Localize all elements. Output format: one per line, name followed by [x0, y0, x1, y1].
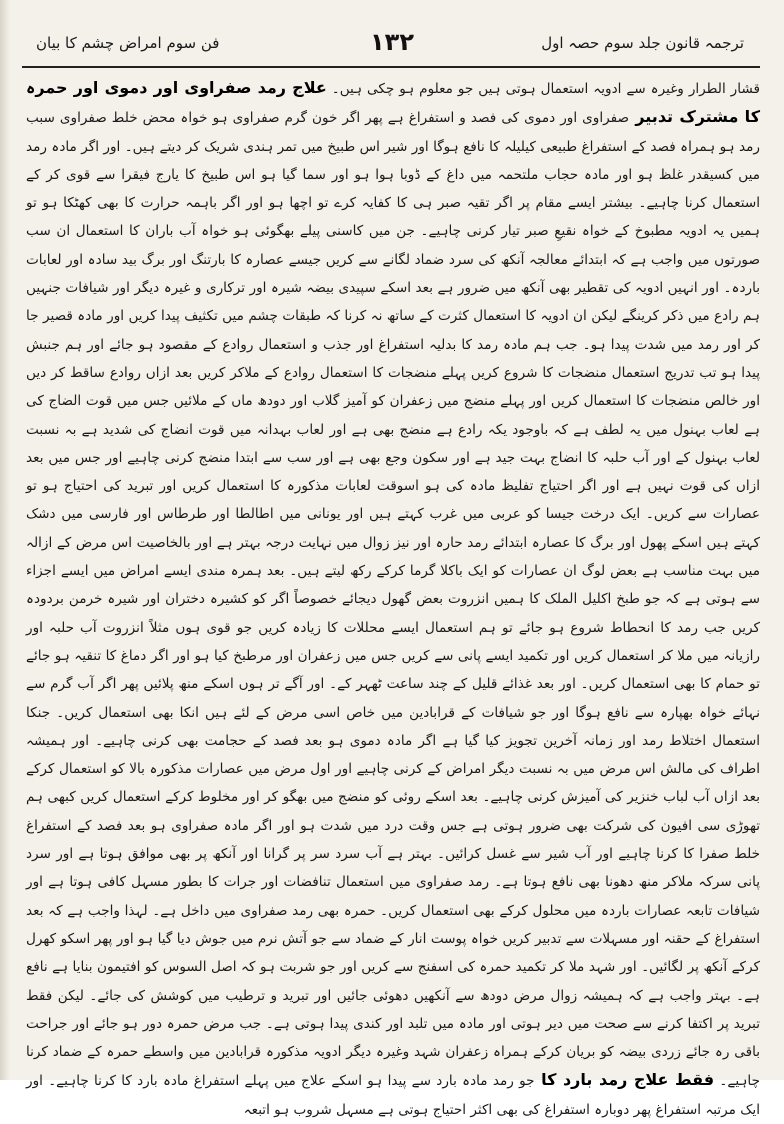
chapter-title: فن سوم امراض چشم کا بیان	[36, 34, 220, 52]
page-header	[28, 28, 756, 62]
closing-paragraph: جو رمد مادہ بارد سے پیدا ہو اسکے علاج میں پہلے استفراغ مادہ بارد کا کرنا چاہیے۔ اور ایک مرتبہ استفراغ پھر دوبارہ استفراغ کی بھی اکثر احتیاج ہوتی ہے مسہل شروب ہو اتبعہ	[26, 1073, 760, 1118]
body-text	[26, 74, 760, 1118]
running-title: ترجمہ قانون جلد سوم حصہ اول	[541, 34, 744, 52]
body-paragraph	[26, 74, 760, 1124]
main-paragraph: صفراوی اور دموی کی فصد و استفراغ ہے پھر اگر خون گرم صفراوی ہو خواہ محض خلط صفراوی سبب رمد ہو ہمراہ فصد کے استفراغ طبیعی کیلیلہ کا نافع ہوگا اور شیر اس طبیخ میں تمر ہندی شریک کر دیتے ہیں۔ اور اگر مادہ رمد میں کسیقدر غلظ ہو اور مادہ حجاب ملتحمہ میں داغ کے ڈوبا ہوا ہو اور سما گیا ہو اس طبیخ کا یارج فیقرا سے قوی کر کے استعمال کرنا چاہیے۔ بیشتر ایسے مقام پر اگر تقیہ صبر ہی کا کفایہ کرے تو اچھا ہو اور اگر باہمہ حرارت کا بھی کھٹکا ہو تو ہمیں یہ ادویہ مطبوخ کے خواہ نقیعِ صبر تیار کرنی چاہیے۔ جن میں کاسنی پیلے بھگوئی ہو خواہ آب باران کا استعمال ان سب صورتوں میں واجب ہے کہ ابتدائے معالجہ آنکھ کی سرد ضماد لگانے سے کریں جیسے عصارہ کا بارتنگ اور برگ بید سادہ اور لعابات باردہ۔ اور انہیں ادویہ کی تقطیر بھی آنکھ میں ضرور ہے بعد اسکے سپیدی بیضہ شیرہ اور ترکاری و غیرہ دیگر اور شیافات جنہیں ہم رادع میں ذکر کرینگے لیکن ان ادویہ کا استعمال کثرت کے ساتھ نہ کرنا کہ طبقات چشم میں تکثیف پیدا کریں اور مادہ قصیر جا کر اور رمد میں شدت پیدا ہو۔ جب ہم مادہ رمد کا بدلیہ استفراغ اور جذب و استعمال روادع کے مقصود ہو جائے اور ہم جنبش پیدا ہو تب تدریج استعمال منضجات کا شروع کریں پہلے منضجات کا استعمال روادع کے ملاکر کریں بعد ازاں روادع ساقط کر دیں اور خالص منضجات کا استعمال کریں اور پہلے منضج میں زعفران کو آمیز گلاب اور دودھ ماں کے ملائیں جس میں قوت الضاج کی ہے لعاب بہنول میں یہ لطف ہے کہ باوجود یکہ رادع ہے منضج بھی ہے اور لعاب بہدانہ میں قوت انضاج کی شدید ہے بہ نسبت لعاب بہنول کے اور آب حلبہ کا انضاج بہت جید ہے اور سکون وجع بھی ہے اور سب سے ابتدا منضج کرنی چاہیے اور جس میں بعد ازاں کی قوت نہیں ہے اور اگر احتیاج تفلیظ مادہ کی ہو اسوقت لعابات مذکورہ کا استعمال کریں اور تبرید کی احتیاج ہو تو عصارات سے کریں۔ ایک درخت جیسا کو عربی میں غرب کہتے ہیں اور یونانی میں اطالطا اور طرطاس اور فارسی میں دشک کہتے ہیں اسکے پھول اور برگ کا عصارہ ابتدائے رمد حارہ اور نیز زوال میں نہایت درجہ بہتر ہے اور بالخاصیت اس مرض کے ازالہ میں بہت مناسب ہے بعض لوگ ان عصارات کو ایک باکلا گرما کرکے رکھ لیتے ہیں۔ بعد ہمرہ مندی ایسے امراض میں ایسے اجزاء سے ہوتی ہے کہ جو طبخ اکلیل الملک کا ہمیں انزروت بعض گھول دیجائے خصوصاً اگر کو کشیرہ دختران اور شیرہ خرمن بردودہ کریں جب رمد کا انحطاط شروع ہو جائے تو ہم استعمال ایسے محللات کا زیادہ کریں جو قوی ہوں مثلاً انزروت آب حلبہ اور رازیانہ میں ملا کر استعمال کریں اور تکمید ایسے پانی سے کریں جس میں زعفران اور مرطبخ کیا ہو اور اگر دماغ کا تنقیہ ہو جائے تو حمام کا بھی استعمال کریں۔ اور بعد غذائے قلیل کے چند ساعت ٹھہر کے۔ اور آگے تر ہوں اسکے منھ پلائیں پھر اگر آب گرم سے نہائے خواہ بھپارہ سے نافع ہوگا اور جو شیافات کے قرابادین میں خاص اسی مرض کے لئے ہیں انکا بھی استعمال کریں۔ جنکا استعمال اختلاط رمد اور زمانہ آخرین تجویز کیا گیا ہے اگر مادہ دموی ہو بعد فصد کے حجامت بھی کرنی چاہیے۔ اور ہمیشہ اطراف کی مالش اس مرض میں بہ نسبت دیگر امراض کے کرنی چاہیے اور اول مرض میں عصارات مذکورہ بالا کو استعمال کرکے بعد ازاں آب لباب خنزیر کی آمیزش کرنی چاہیے۔ بعد اسکے روئی کو منضج میں بھگو کر اور مخلوط کرکے استعمال کریں کبھی ہم تھوڑی سی افیون کی شرکت بھی ضرور ہوتی ہے جس وقت درد میں شدت ہو اور اگر مادہ صفراوی ہو بعد فصد کے استفراغ خلط صفرا کا کرنا چاہیے اور آب شیر سے غسل کرائیں۔ بہتر ہے آب سرد سر پر گرانا اور آنکھ پر بھی موافق ہوتا ہے اور سرد پانی سرکہ ملاکر منھ دھونا بھی نافع ہوتا ہے۔ رمد صفراوی میں استعمال تنافضات اور جرات کا بطور مسہل کافی ہوتا ہے اور شیافات تابعہ عصارات باردہ میں محلول کرکے بھی استعمال کریں۔ حمرہ بھی رمد صفراوی میں داخل ہے۔ لہذا واجب ہے کہ بعد استفراغ کے حقنہ اور مسہلات سے تدبیر کریں خواہ پوست انار کے ضماد سے جو آتش نرم میں جوش دیا گیا ہو اور پھر اسکو کھرل کرکے آنکھ پر لگائیں۔ اور شہد ملا کر تکمید حمرہ کی اسفنج سے کریں اور جو شربت ہو کہ اصل السوس کو افتیمون بنایا ہے نافع ہے۔ بہتر واجب ہے کہ ہمیشہ زوال مرض دودھ سے آنکھیں دھوئی جائیں اور تبرید و ترطیب میں کوشش کی جائے۔ لیکن فقط تبرید پر اکتفا کرنے سے صحت میں دیر ہوتی اور مادہ میں تلبد اور کندی پیدا ہوتی ہے۔ جب مرض حمرہ دور ہو جائے اور جراحت باقی رہ جائے زردی بیضہ کو بریان کرکے ہمراہ زعفران شہد وغیرہ دیگر ادویہ مذکورہ قرابادین میں واسطے حمرہ کے ضماد کرنا چاہیے۔	[26, 110, 760, 1090]
lead-text: قشار الطرار وغیرہ سے ادویہ استعمال ہوتی ہیں جو معلوم ہو چکی ہیں۔	[326, 81, 760, 97]
page-number: ۱۳۲	[370, 28, 414, 56]
page-edge-shadow	[0, 0, 10, 1080]
section-heading-red-safravi-damvi: علاج رمد صفراوی اور دموی اور حمرہ کا مشترک تدبیر	[26, 78, 760, 127]
header-rule	[22, 66, 760, 68]
section-heading-ramad-barid: فقط علاج رمد بارد کا	[534, 1070, 715, 1090]
